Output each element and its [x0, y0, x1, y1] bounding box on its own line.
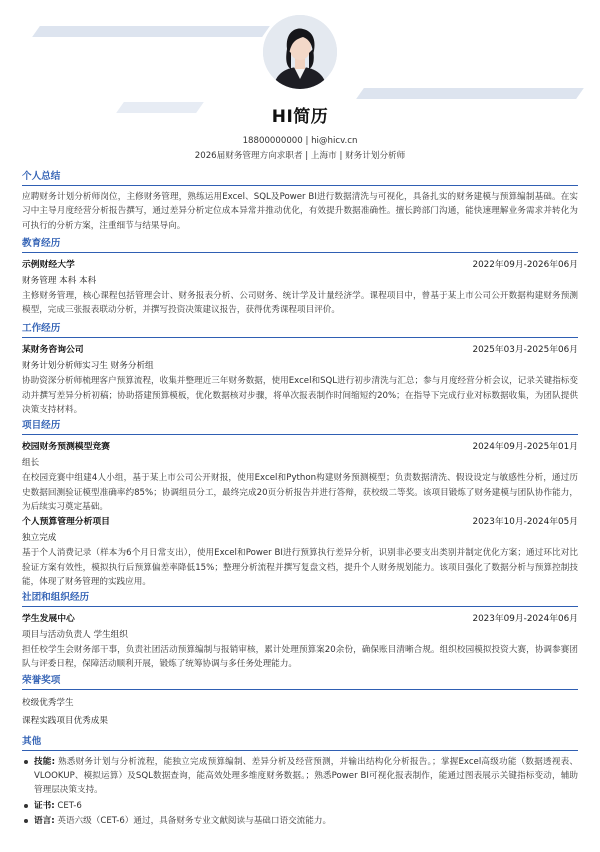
section-title-awards: 荣誉奖项 [22, 672, 578, 690]
project-entry [22, 439, 578, 514]
decorative-stripe [32, 26, 270, 37]
entry-description: 担任校学生会财务部干事，负责社团活动预算编制与报销审核，累计处理预算案20余份，确保账目清晰合规。组织校园模拟投资大赛，协调参赛团队与评委日程，保障活动顺利开展，锻炼了统筹协调与多任务处理能力。 [22, 645, 578, 670]
entry-date: 2022年09月-2026年06月 [472, 259, 578, 270]
item-text: CET-6 [57, 800, 82, 811]
entry-org: 个人预算管理分析项目 [22, 517, 110, 528]
section-title-summary: 个人总结 [22, 168, 578, 186]
entry-role: 独立完成 [22, 533, 57, 544]
section-title-work: 工作经历 [22, 320, 578, 338]
section-title-education: 教育经历 [22, 235, 578, 253]
item-text: 英语六级（CET-6）通过，具备财务专业文献阅读与基础口语交流能力。 [57, 815, 332, 826]
resume-name: HI简历 [271, 107, 329, 127]
section-title-activities: 社团和组织经历 [22, 589, 578, 607]
entry-description: 协助资深分析师梳理客户预算流程，收集并整理近三年财务数据，使用Excel和SQL进行初步清洗与汇总；参与月度经营分析会议，记录关键指标变动并撰写差异分析初稿；协助搭建预算模板，优化数据核对步骤，将单次报表制作时间缩短约20%；在指导下完成行业对标数据收集，为团队提供决策支持材料。 [22, 376, 578, 416]
entry-org: 某财务咨询公司 [22, 345, 84, 356]
resume-content [22, 168, 578, 829]
project-entry [22, 514, 578, 589]
item-text: 熟悉财务计划与分析流程，能独立完成预算编制、差异分析及经营预测，并输出结构化分析报告。；掌握Excel高级功能（数据透视表、VLOOKUP、模拟运算）及SQL数据查询，能高效处理多维度财务数据。；熟悉Power BI可视化报表制作，能通过图表展示关键指标变动，辅助管理层决策支持。 [34, 756, 579, 796]
objective-line: 2026届财务管理方向求职者 | 上海市 | 财务计划分析师 [194, 151, 406, 161]
others-list [22, 755, 578, 828]
activity-entry [22, 611, 578, 672]
award-item: 课程实践项目优秀成果 [22, 715, 108, 726]
entry-description: 在校园竞赛中组建4人小组，基于某上市公司公开财报，使用Excel和Python构建财务预测模型；负责数据清洗、假设设定与敏感性分析，通过历史数据回测验证模型准确率约85%；协调组员分工，最终完成20页分析报告并进行答辩，获校级二等奖。该项目锻炼了财务建模与团队协作能力，为后续实习奠定基础。 [22, 473, 578, 512]
entry-role: 项目与活动负责人 学生组织 [22, 630, 128, 641]
decorative-stripe [356, 88, 584, 99]
entry-date: 2023年09月-2024年06月 [472, 614, 578, 625]
education-entry [22, 257, 578, 318]
item-label: 证书: [34, 800, 55, 811]
work-entry [22, 342, 578, 417]
avatar [263, 15, 337, 89]
item-label: 语言: [34, 815, 55, 826]
list-item [22, 755, 578, 798]
entry-date: 2023年10月-2024年05月 [472, 517, 578, 528]
section-title-others: 其他 [22, 733, 578, 751]
entry-org: 学生发展中心 [22, 614, 75, 625]
item-label: 技能: [34, 756, 56, 767]
entry-role: 财务管理 本科 本科 [22, 275, 97, 286]
entry-org: 示例财经大学 [22, 259, 75, 270]
portrait-photo-icon [263, 15, 337, 89]
list-item [22, 799, 578, 813]
entry-role: 组长 [22, 458, 40, 469]
award-item: 校级优秀学生 [22, 697, 74, 708]
section-title-projects: 项目经历 [22, 417, 578, 435]
summary-text: 应聘财务计划分析师岗位，主修财务管理，熟练运用Excel、SQL及Power BI进行数据清洗与可视化，具备扎实的财务建模与预算编制基础。在实习中主导月度经营分析报告撰写，通过差异分析定位成本异常并推动优化，有效提升数据准确性。擅长跨部门沟通，能快速理解业务需求并转化为可执行的分析方案，注重细节与结果导向。 [22, 192, 578, 231]
list-item [22, 814, 578, 828]
entry-date: 2024年09月-2025年01月 [472, 442, 578, 453]
entry-role: 财务计划分析师实习生 财务分析组 [22, 361, 154, 372]
contact-line: 18800000000 | hi@hicv.cn [242, 136, 358, 146]
entry-description: 基于个人消费记录（样本为6个月日常支出），使用Excel和Power BI进行预算执行差异分析，识别非必要支出类别并制定优化方案；通过环比对比验证方案有效性，模拟执行后预算偏差率降低15%；整理分析流程并撰写复盘文档，提升个人财务规划能力。该项目强化了数据分析与预算控制技能，体现了财务管理的实践应用。 [22, 548, 578, 587]
entry-description: 主修财务管理，核心课程包括管理会计、财务报表分析、公司财务、统计学及计量经济学。课程项目中，曾基于某上市公司公开数据构建财务预测模型，完成三张报表联动分析，并撰写投资决策建议报告，获得优秀课程项目评价。 [22, 290, 578, 316]
entry-org: 校园财务预测模型竞赛 [22, 442, 110, 453]
entry-date: 2025年03月-2025年06月 [472, 345, 578, 356]
